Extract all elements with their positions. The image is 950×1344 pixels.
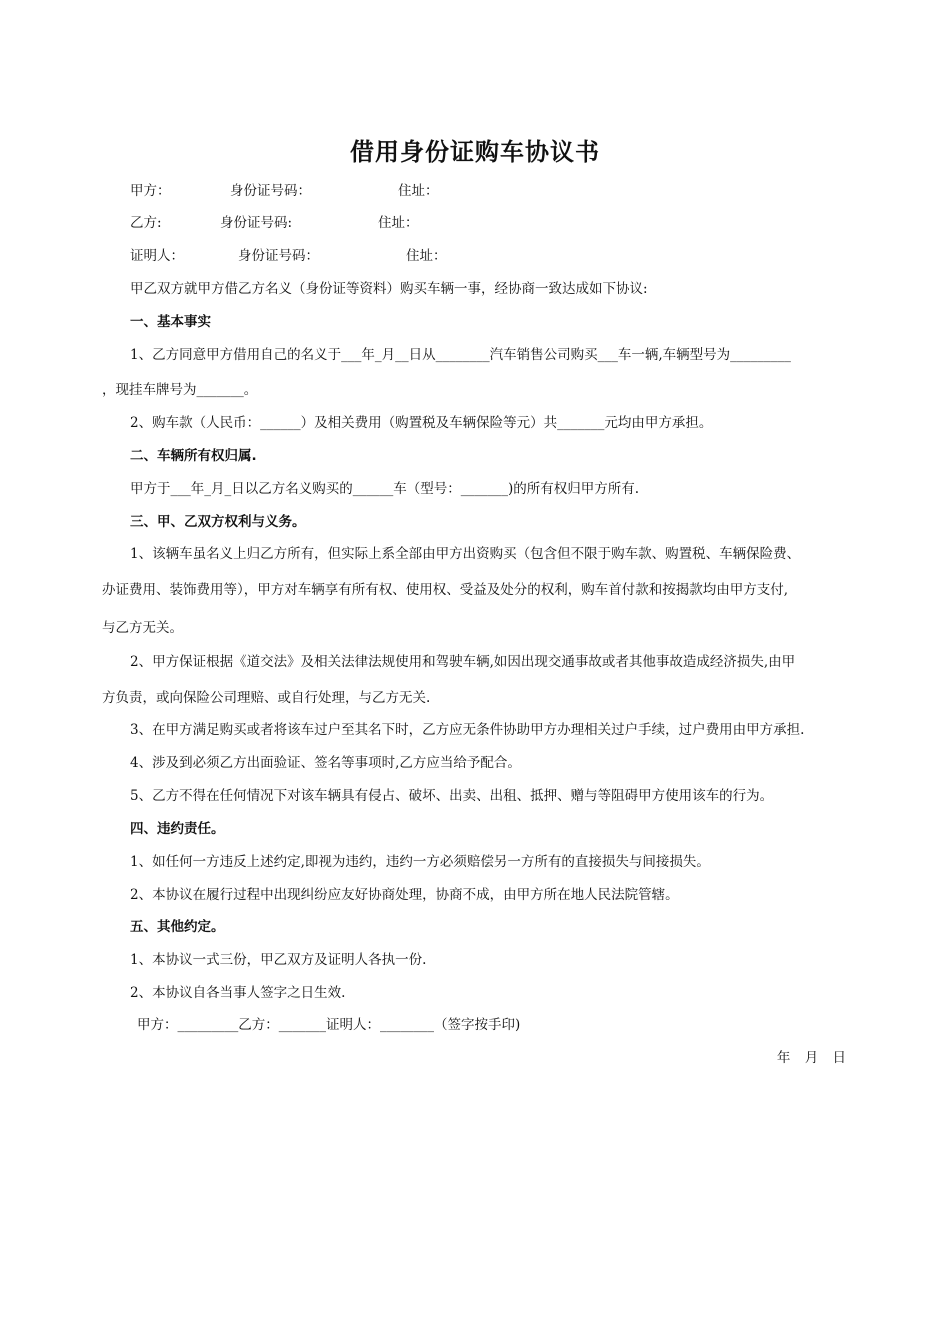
party-a-id-label: 身份证号码：	[230, 183, 311, 199]
signing-date: 年 月 日	[776, 1050, 846, 1066]
section-5-paragraph-1: 1、本协议一式三份，甲乙双方及证明人各执一份.	[130, 952, 427, 968]
section-1-paragraph-2: 2、购车款（人民币：______）及相关费用（购置税及车辆保险等元）共_______元均由甲方承担。	[130, 415, 713, 431]
section-3-paragraph-2b: 方负责，或向保险公司理赔、或自行处理，与乙方无关.	[102, 690, 431, 706]
party-b-address-label: 住址：	[378, 215, 419, 231]
document-title: 借用身份证购车协议书	[350, 138, 600, 166]
section-4-heading: 四、违约责任。	[130, 821, 225, 837]
party-a-address-label: 住址：	[398, 183, 439, 199]
section-4-paragraph-2: 2、本协议在履行过程中出现纠纷应友好协商处理，协商不成，由甲方所在地人民法院管辖。	[130, 887, 679, 903]
section-3-paragraph-1a: 1、该辆车虽名义上归乙方所有，但实际上系全部由甲方出资购买（包含但不限于购车款、购置税、车辆保险费、	[130, 546, 801, 562]
section-3-paragraph-1b: 办证费用、装饰费用等），甲方对车辆享有所有权、使用权、受益及处分的权利，购车首付款和按揭款均由甲方支付,	[102, 582, 789, 598]
party-a-label: 甲方：	[130, 183, 171, 199]
section-1-paragraph-1b: ，现挂车牌号为_______。	[102, 382, 258, 398]
intro-text: 甲乙双方就甲方借乙方名义（身份证等资料）购买车辆一事，经协商一致达成如下协议:	[130, 281, 648, 297]
witness-label: 证明人：	[130, 248, 184, 264]
witness-address-label: 住址：	[406, 248, 447, 264]
section-2-heading: 二、车辆所有权归属.	[130, 448, 257, 464]
section-3-paragraph-1c: 与乙方无关。	[102, 620, 183, 636]
section-2-paragraph-1: 甲方于___年_月_日以乙方名义购买的______车（型号：_______)的所有权归甲方所有.	[130, 481, 640, 497]
party-b-id-label: 身份证号码:	[220, 215, 293, 231]
section-1-heading: 一、基本事实	[130, 314, 211, 330]
party-b-label: 乙方:	[130, 215, 162, 231]
section-3-paragraph-4: 4、涉及到必须乙方出面验证、签名等事项时,乙方应当给予配合。	[130, 755, 521, 771]
section-4-paragraph-1: 1、如任何一方违反上述约定,即视为违约，违约一方必须赔偿另一方所有的直接损失与间接损失。	[130, 854, 710, 870]
section-3-paragraph-3: 3、在甲方满足购买或者将该车过户至其名下时，乙方应无条件协助甲方办理相关过户手续，过户费用由甲方承担.	[130, 722, 805, 738]
signature-line: 甲方：_________乙方：_______证明人：________（签字按手印)	[137, 1017, 521, 1033]
section-3-heading: 三、甲、乙双方权利与义务。	[130, 514, 306, 530]
section-5-paragraph-2: 2、本协议自各当事人签字之日生效.	[130, 985, 346, 1001]
witness-id-label: 身份证号码：	[238, 248, 319, 264]
section-1-paragraph-1a: 1、乙方同意甲方借用自己的名义于___年_月__日从________汽车销售公司购买___车一辆,车辆型号为_________	[130, 347, 791, 363]
section-3-paragraph-5: 5、乙方不得在任何情况下对该车辆具有侵占、破坏、出卖、出租、抵押、赠与等阻碍甲方使用该车的行为。	[130, 788, 774, 804]
section-5-heading: 五、其他约定。	[130, 919, 225, 935]
section-3-paragraph-2a: 2、甲方保证根据《道交法》及相关法律法规使用和驾驶车辆,如因出现交通事故或者其他事故造成经济损失,由甲	[130, 654, 796, 670]
